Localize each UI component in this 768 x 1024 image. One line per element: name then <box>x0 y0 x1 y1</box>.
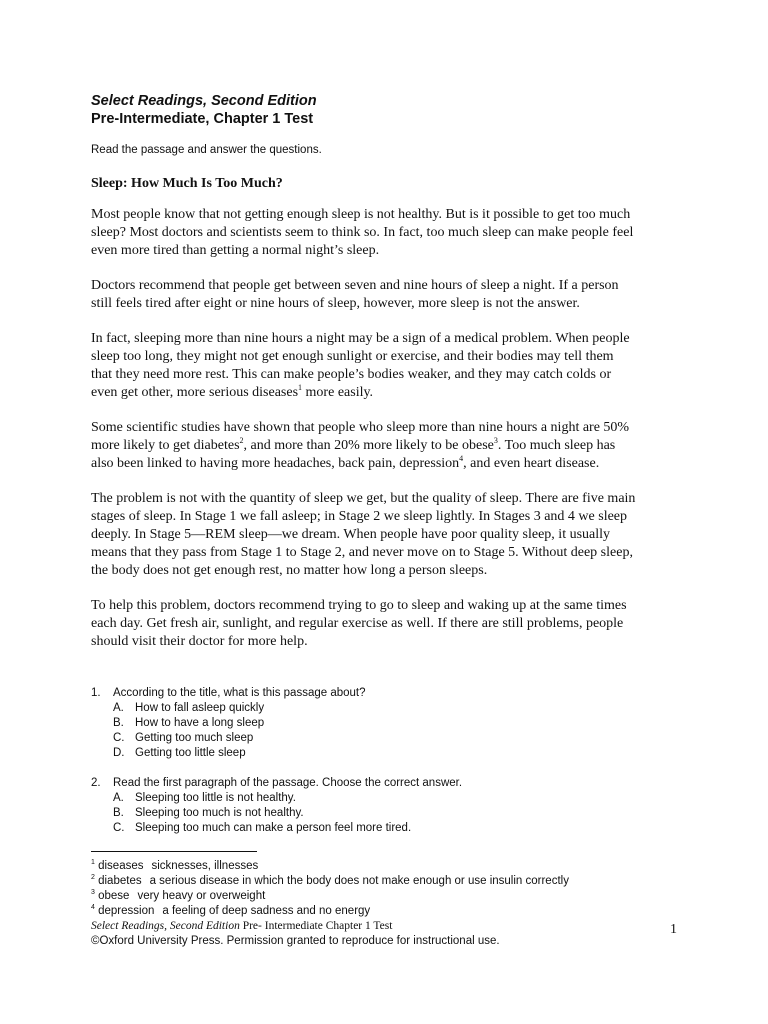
text-line: deeply. In Stage 5—REM sleep—we dream. When people have poor quality sleep, it usually <box>91 527 611 542</box>
text-line: In fact, sleeping more than nine hours a night may be a sign of a medical problem. When people <box>91 331 630 346</box>
instructions: Read the passage and answer the questions. <box>91 144 322 156</box>
answer-option <box>91 731 691 746</box>
paragraph-4 <box>91 419 691 473</box>
page-number: 1 <box>670 922 677 937</box>
option-text: How to have a long sleep <box>135 717 265 729</box>
text-line <box>91 455 691 473</box>
option-letter: C. <box>113 732 125 744</box>
text-segment: , and more than 20% more likely to be obese <box>243 438 494 453</box>
footnote-item <box>91 874 569 889</box>
footnotes <box>91 859 569 919</box>
footnote-number: 4 <box>91 904 95 911</box>
text-segment: . Too much sleep has <box>497 438 616 453</box>
passage-title: Sleep: How Much Is Too Much? <box>91 176 283 191</box>
passage <box>91 206 691 668</box>
text-line: Doctors recommend that people get between seven and nine hours of sleep a night. If a person <box>91 278 619 293</box>
text-line: To help this problem, doctors recommend trying to go to sleep and waking up at the same times <box>91 598 627 613</box>
answer-option <box>91 701 691 716</box>
text-segment: , and even heart disease. <box>463 456 600 471</box>
answer-option <box>91 806 691 821</box>
footer-book-title: Select Readings, Second Edition <box>91 920 240 932</box>
option-letter: C. <box>113 822 125 834</box>
book-title: Select Readings, Second Edition <box>91 93 317 109</box>
option-text: Sleeping too much can make a person feel more tired. <box>135 822 412 834</box>
question-text: According to the title, what is this passage about? <box>113 687 366 699</box>
text-line: means that they pass from Stage 1 to Stage 2, and never move on to Stage 5. Without deep sleep, <box>91 545 633 560</box>
text-segment: more easily. <box>302 385 374 400</box>
option-letter: B. <box>113 717 124 729</box>
footer-chapter: Pre- Intermediate Chapter 1 Test <box>239 920 393 932</box>
footnote-ref: 1 <box>298 383 303 392</box>
questions <box>91 686 691 851</box>
footnote-number: 1 <box>91 859 95 866</box>
option-letter: B. <box>113 807 124 819</box>
text-line: each day. Get fresh air, sunlight, and regular exercise as well. If there are still problems, people <box>91 616 624 631</box>
footnote-term: obese <box>98 890 130 902</box>
text-line: should visit their doctor for more help. <box>91 634 308 649</box>
text-line: even more tired than getting a normal night’s sleep. <box>91 243 380 258</box>
answer-option <box>91 746 691 761</box>
question-stem <box>91 686 691 701</box>
text-line: sleep? Most doctors and scientists seem to think so. In fact, too much sleep can make people feel <box>91 225 634 240</box>
answer-option <box>91 791 691 806</box>
option-letter: D. <box>113 747 125 759</box>
footnote-number: 3 <box>91 889 95 896</box>
question-1 <box>91 686 691 761</box>
test-title: Pre-Intermediate, Chapter 1 Test <box>91 111 314 127</box>
footnote-item <box>91 859 569 874</box>
footnote-term: depression <box>98 905 155 917</box>
footnote-term: diabetes <box>98 875 142 887</box>
option-text: Sleeping too much is not healthy. <box>135 807 304 819</box>
text-segment: even get other, more serious diseases <box>91 385 299 400</box>
text-line: Most people know that not getting enough sleep is not healthy. But is it possible to get too much <box>91 207 631 222</box>
question-stem <box>91 776 691 791</box>
paragraph-1 <box>91 206 691 260</box>
footnote-divider <box>91 851 257 852</box>
text-line <box>91 384 691 402</box>
paragraph-6 <box>91 597 691 651</box>
text-line: that they need more rest. This can make people’s bodies weaker, and they may catch colds or <box>91 367 612 382</box>
text-line: still feels tired after eight or nine hours of sleep, however, more sleep is not the answer. <box>91 296 580 311</box>
footnote-item <box>91 904 569 919</box>
text-line: the body does not get enough rest, no matter how long a person sleeps. <box>91 563 488 578</box>
option-text: How to fall asleep quickly <box>135 702 265 714</box>
text-segment: more likely to get diabetes <box>91 438 240 453</box>
option-text: Getting too little sleep <box>135 747 246 759</box>
text-line: Some scientific studies have shown that people who sleep more than nine hours a night are 50% <box>91 420 630 435</box>
option-text: Getting too much sleep <box>135 732 254 744</box>
option-letter: A. <box>113 792 124 804</box>
text-line <box>91 437 691 455</box>
answer-option <box>91 716 691 731</box>
text-segment: also been linked to having more headaches, back pain, depression <box>91 456 460 471</box>
footnote-number: 2 <box>91 874 95 881</box>
footnote-definition: very heavy or overweight <box>137 890 266 902</box>
footnote-term: diseases <box>98 860 144 872</box>
option-text: Sleeping too little is not healthy. <box>135 792 296 804</box>
paragraph-3 <box>91 330 691 402</box>
question-number: 2. <box>91 777 101 789</box>
text-line: The problem is not with the quantity of sleep we get, but the quality of sleep. There are five main <box>91 491 636 506</box>
footer-source <box>91 920 392 932</box>
footer-copyright: ©Oxford University Press. Permission granted to reproduce for instructional use. <box>91 935 500 947</box>
paragraph-2 <box>91 277 691 313</box>
question-text: Read the first paragraph of the passage. Choose the correct answer. <box>113 777 463 789</box>
question-2 <box>91 776 691 836</box>
question-number: 1. <box>91 687 101 699</box>
option-letter: A. <box>113 702 124 714</box>
footnote-ref: 3 <box>493 436 498 445</box>
footnote-item <box>91 889 569 904</box>
paragraph-5 <box>91 490 691 580</box>
footnote-definition: a feeling of deep sadness and no energy <box>162 905 371 917</box>
text-line: sleep too long, they might not get enough sunlight or exercise, and their bodies may tell them <box>91 349 614 364</box>
text-line: stages of sleep. In Stage 1 we fall asleep; in Stage 2 we sleep lightly. In Stages 3 and 4 we sleep <box>91 509 628 524</box>
answer-option <box>91 821 691 836</box>
footnote-definition: a serious disease in which the body does not make enough or use insulin correctly <box>149 875 569 887</box>
footnote-ref: 4 <box>459 454 464 463</box>
footnote-definition: sicknesses, illnesses <box>151 860 259 872</box>
footnote-ref: 2 <box>239 436 244 445</box>
